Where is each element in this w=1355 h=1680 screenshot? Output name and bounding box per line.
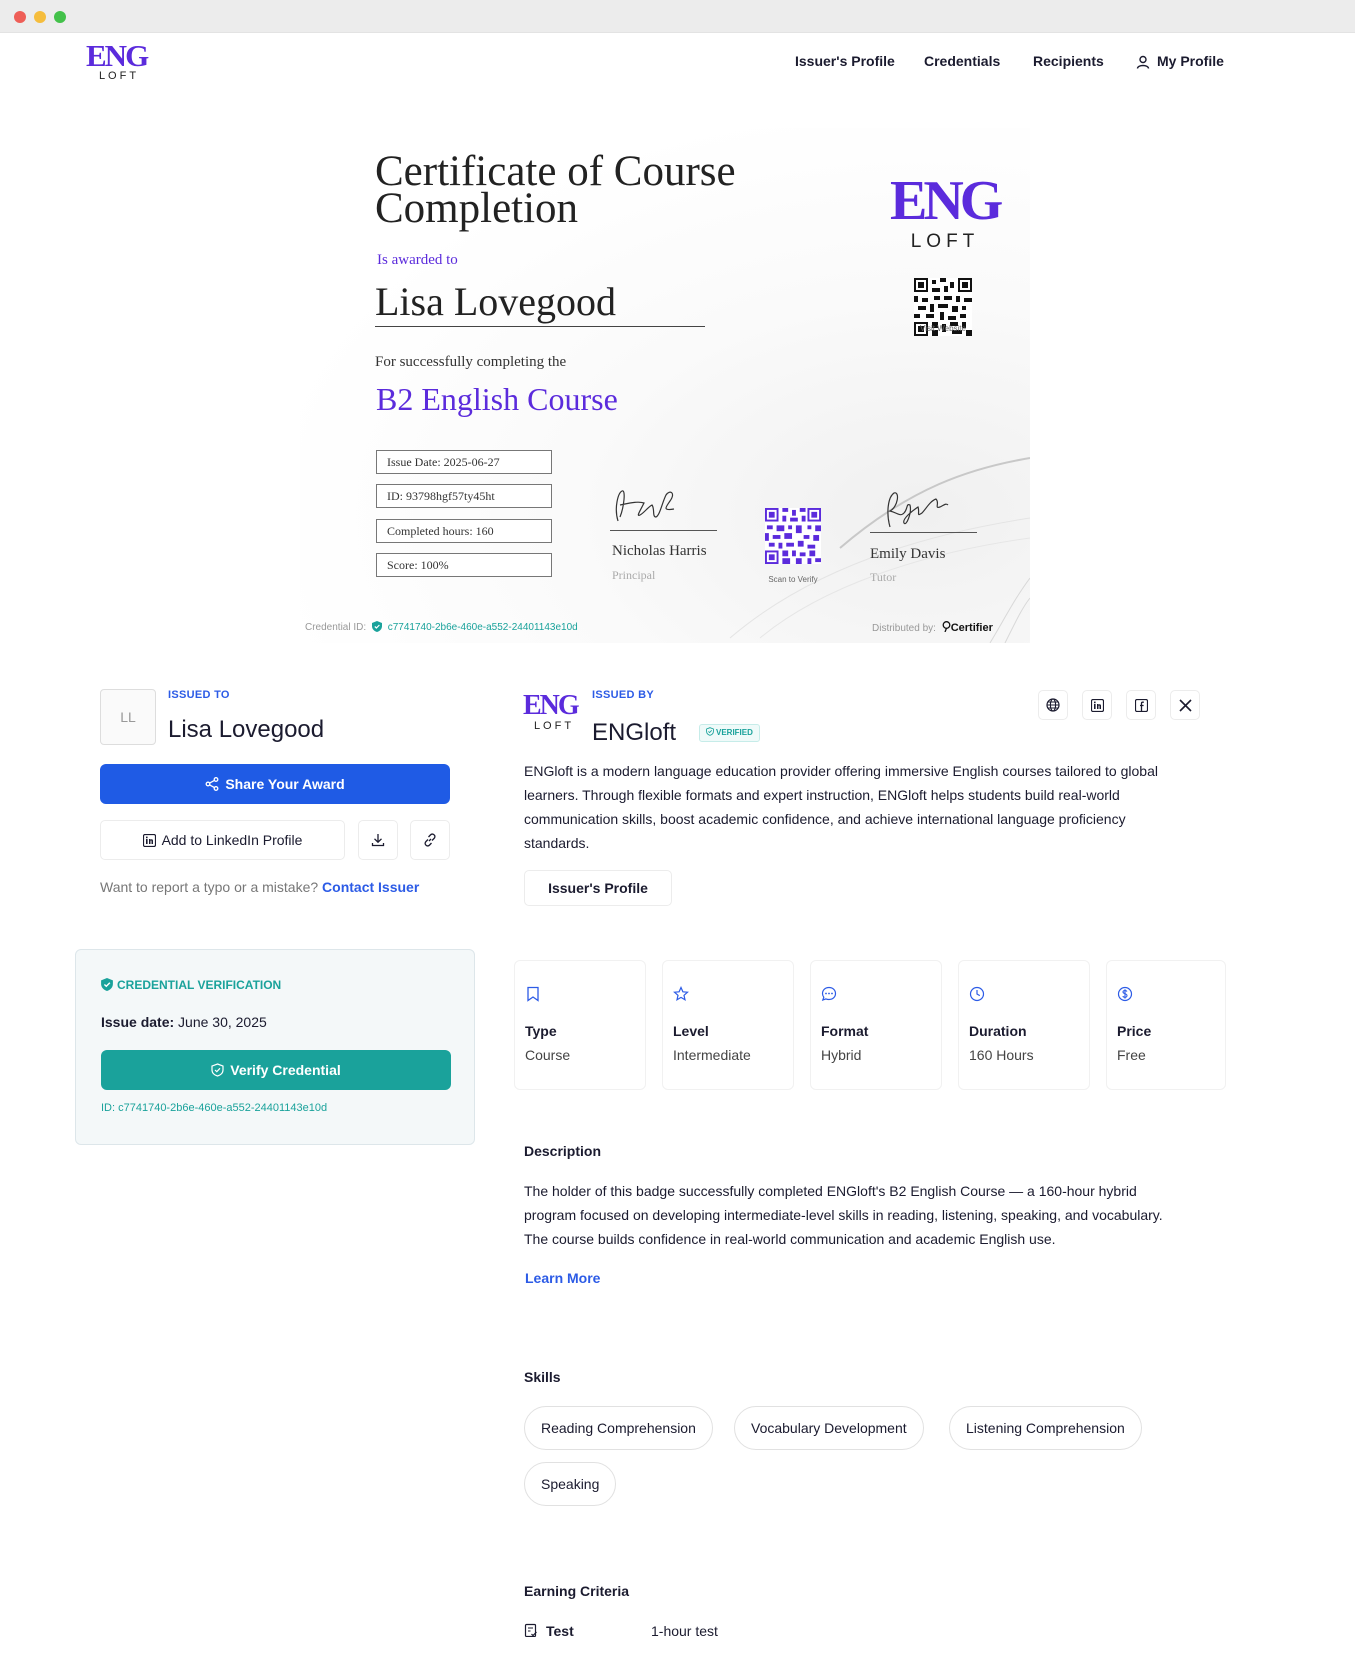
shield-outline-icon bbox=[211, 1063, 224, 1077]
attribute-value: Free bbox=[1117, 1047, 1146, 1063]
awarded-to-label: Is awarded to bbox=[377, 252, 458, 268]
download-button[interactable] bbox=[358, 820, 398, 860]
attribute-value: Intermediate bbox=[673, 1047, 751, 1063]
course-name: B2 English Course bbox=[376, 381, 618, 417]
score-box: Score: 100% bbox=[376, 553, 552, 577]
attribute-value: Hybrid bbox=[821, 1047, 862, 1063]
scan-to-verify-caption: Scan to Verify bbox=[768, 575, 818, 584]
bookmark-icon bbox=[525, 986, 541, 1002]
verification-id: ID: c7741740-2b6e-460e-a552-24401143e10d bbox=[101, 1102, 328, 1114]
completing-text: For successfully completing the bbox=[375, 354, 567, 370]
certificate-id-box: ID: 93798hgf57ty45ht bbox=[376, 484, 552, 508]
close-window-button[interactable] bbox=[14, 11, 26, 23]
issue-date-label: Issue date: bbox=[101, 1014, 175, 1030]
nav-issuer-profile[interactable]: Issuer's Profile bbox=[795, 53, 895, 69]
report-typo-text bbox=[100, 879, 419, 895]
certifier-name: Certifier bbox=[950, 622, 993, 634]
website-social-button[interactable] bbox=[1038, 690, 1068, 720]
learn-more-link[interactable]: Learn More bbox=[525, 1270, 601, 1286]
skills-heading: Skills bbox=[524, 1369, 561, 1385]
shield-check-icon bbox=[372, 621, 382, 632]
verification-title bbox=[101, 978, 281, 992]
distributed-by-line bbox=[872, 621, 993, 634]
skill-chip[interactable]: Speaking bbox=[524, 1462, 616, 1506]
issuer-profile-button[interactable]: Issuer's Profile bbox=[524, 870, 672, 906]
signer-1-name: Nicholas Harris bbox=[612, 543, 707, 559]
verified-label: VERIFIED bbox=[716, 728, 753, 737]
issuer-logo-subtitle: LOFT bbox=[533, 720, 575, 732]
x-social-button[interactable] bbox=[1170, 690, 1200, 720]
attribute-type bbox=[514, 960, 646, 1090]
verification-issue-date bbox=[101, 1014, 267, 1030]
attribute-format bbox=[810, 960, 942, 1090]
issuer-name: ENGloft bbox=[592, 719, 677, 746]
window-titlebar bbox=[0, 0, 1355, 33]
avatar: LL bbox=[100, 689, 156, 745]
logo-subtitle: LOFT bbox=[98, 70, 140, 82]
user-icon[interactable] bbox=[1136, 55, 1150, 69]
chat-icon bbox=[821, 986, 837, 1002]
description-heading: Description bbox=[524, 1143, 602, 1159]
certificate-logo-wordmark: ENG bbox=[890, 170, 1000, 232]
copy-link-button[interactable] bbox=[410, 820, 450, 860]
signature-line-1 bbox=[610, 530, 717, 531]
issuer-logo bbox=[523, 692, 585, 732]
linkedin-social-button[interactable] bbox=[1082, 690, 1112, 720]
verify-qr-code[interactable] bbox=[765, 508, 821, 564]
verify-credential-button[interactable] bbox=[101, 1050, 451, 1090]
attribute-title: Format bbox=[821, 1023, 869, 1039]
shield-check-icon bbox=[101, 978, 113, 991]
distributed-by-label: Distributed by: bbox=[872, 623, 936, 634]
credential-id-line bbox=[305, 621, 578, 633]
issuer-logo-wordmark: ENG bbox=[523, 690, 578, 721]
verify-credential-label: Verify Credential bbox=[230, 1062, 341, 1078]
certificate-recipient-name: Lisa Lovegood bbox=[375, 279, 617, 324]
skill-chip[interactable]: Listening Comprehension bbox=[949, 1406, 1142, 1450]
x-icon bbox=[1179, 699, 1192, 712]
skill-chip[interactable]: Vocabulary Development bbox=[734, 1406, 924, 1450]
star-icon bbox=[673, 986, 689, 1002]
clock-icon bbox=[969, 986, 985, 1002]
certificate-title: Certificate of Course Completion bbox=[375, 148, 736, 232]
nav-credentials[interactable]: Credentials bbox=[924, 53, 1001, 69]
credential-verification-card bbox=[75, 949, 475, 1145]
add-to-linkedin-label: Add to LinkedIn Profile bbox=[161, 832, 303, 848]
nav-my-profile[interactable]: My Profile bbox=[1157, 53, 1224, 69]
certificate-image bbox=[300, 128, 1030, 643]
credential-id-label: Credential ID: bbox=[305, 622, 367, 633]
issued-by-label: ISSUED BY bbox=[592, 689, 654, 701]
signature-emily-davis bbox=[860, 483, 960, 533]
minimize-window-button[interactable] bbox=[34, 11, 46, 23]
attribute-price bbox=[1106, 960, 1226, 1090]
facebook-icon bbox=[1135, 699, 1148, 712]
hours-box: Completed hours: 160 bbox=[376, 519, 552, 543]
link-icon bbox=[423, 833, 437, 847]
visit-website-caption: Visit Website bbox=[920, 324, 966, 333]
add-to-linkedin-button[interactable] bbox=[100, 820, 345, 860]
share-icon bbox=[205, 777, 219, 791]
clipboard-check-icon bbox=[524, 1623, 538, 1637]
shield-check-icon bbox=[706, 727, 714, 736]
issued-to-label: ISSUED TO bbox=[168, 689, 230, 701]
criteria-label: Test bbox=[546, 1623, 574, 1639]
issue-date-box: Issue Date: 2025-06-27 bbox=[376, 450, 552, 474]
nav-recipients[interactable]: Recipients bbox=[1033, 53, 1104, 69]
verification-title-text: CREDENTIAL VERIFICATION bbox=[117, 978, 282, 992]
attribute-title: Price bbox=[1117, 1023, 1152, 1039]
share-award-button[interactable] bbox=[100, 764, 450, 804]
attribute-level bbox=[662, 960, 794, 1090]
certificate-logo-subtitle: LOFT bbox=[910, 231, 980, 252]
facebook-social-button[interactable] bbox=[1126, 690, 1156, 720]
logo-wordmark: ENG bbox=[86, 38, 148, 73]
signature-nicholas-harris bbox=[600, 483, 690, 528]
report-typo-label: Want to report a typo or a mistake? bbox=[100, 879, 319, 895]
dollar-icon bbox=[1117, 986, 1133, 1002]
download-icon bbox=[371, 833, 385, 847]
attribute-title: Duration bbox=[969, 1023, 1027, 1039]
attribute-value: 160 Hours bbox=[969, 1047, 1034, 1063]
signature-line-2 bbox=[870, 532, 977, 533]
recipient-name: Lisa Lovegood bbox=[168, 716, 325, 743]
verified-badge bbox=[699, 724, 760, 742]
linkedin-icon bbox=[143, 834, 156, 847]
signer-2-name: Emily Davis bbox=[870, 546, 946, 562]
attribute-title: Level bbox=[673, 1023, 709, 1039]
header-logo[interactable] bbox=[86, 40, 152, 82]
name-underline bbox=[375, 326, 705, 327]
maximize-window-button[interactable] bbox=[54, 11, 66, 23]
description-text: The holder of this badge successfully completed ENGloft's B2 English Course — a 160-hour hybrid program focused on developing intermediate-level skills in reading, listening, speaking, and vocabulary. The course builds confidence in real-world communication and academic English use. bbox=[524, 1183, 1163, 1247]
issuer-description: ENGloft is a modern language education provider offering immersive English courses tailored to global learners. Through flexible formats and expert instruction, ENGloft helps students build real-world communication skills, boost academic confidence, and achieve international language proficiency standards. bbox=[524, 763, 1158, 851]
linkedin-icon bbox=[1091, 699, 1104, 712]
signer-2-role: Tutor bbox=[870, 570, 897, 584]
attribute-title: Type bbox=[525, 1023, 557, 1039]
earning-criteria-heading: Earning Criteria bbox=[524, 1583, 630, 1599]
attribute-duration bbox=[958, 960, 1090, 1090]
skill-chip[interactable]: Reading Comprehension bbox=[524, 1406, 713, 1450]
signer-1-role: Principal bbox=[612, 568, 656, 582]
certificate-logo bbox=[890, 170, 1000, 253]
certifier-logo[interactable] bbox=[942, 622, 993, 634]
criteria-value: 1-hour test bbox=[651, 1623, 718, 1639]
credential-id-value[interactable]: c7741740-2b6e-460e-a552-24401143e10d bbox=[387, 622, 578, 633]
attribute-value: Course bbox=[525, 1047, 571, 1063]
globe-icon bbox=[1046, 698, 1060, 712]
share-award-label: Share Your Award bbox=[225, 776, 345, 792]
certifier-icon bbox=[942, 621, 951, 632]
issue-date-value: June 30, 2025 bbox=[178, 1014, 267, 1030]
contact-issuer-link[interactable]: Contact Issuer bbox=[322, 879, 420, 895]
